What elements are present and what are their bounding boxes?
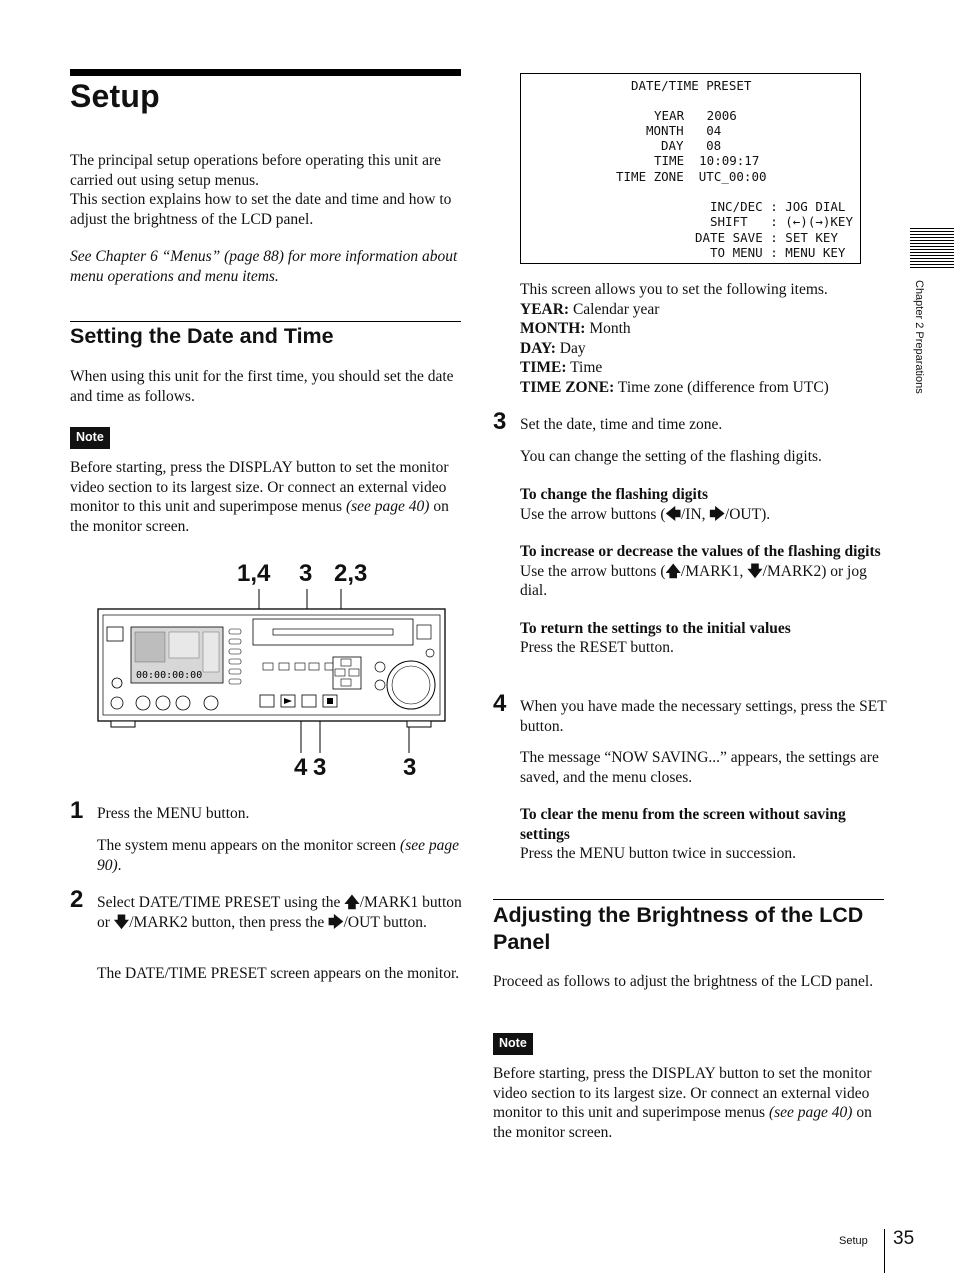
step-2-detail: The DATE/TIME PRESET screen appears on the monitor. bbox=[97, 965, 460, 982]
arrow-up-icon: 🡅 bbox=[344, 893, 360, 911]
channel-knob bbox=[204, 696, 218, 710]
lcd-timecode: 00:00:00:00 bbox=[136, 670, 203, 681]
subheading-clear-menu: To clear the menu from the screen without saving settings bbox=[520, 806, 846, 843]
screen-line: TIME 10:09:17 bbox=[654, 153, 760, 168]
step-text-part: Select DATE/TIME PRESET using the bbox=[97, 894, 345, 911]
note-badge: Note bbox=[70, 427, 110, 449]
step-number: 3 bbox=[493, 408, 507, 435]
eject-button bbox=[417, 625, 431, 639]
next-button bbox=[302, 695, 316, 707]
intro-paragraph: The principal setup operations before operating this unit are carried out using setup menus. bbox=[70, 152, 442, 189]
device-front-panel-illustration bbox=[95, 585, 455, 760]
section-heading-date-time: Setting the Date and Time bbox=[70, 324, 334, 348]
screen-line: DAY 08 bbox=[661, 138, 722, 153]
section-intro: When using this unit for the first time, you should set the date and time as follows. bbox=[70, 368, 454, 405]
subheading-change-digits: To change the flashing digits bbox=[520, 486, 709, 503]
callout-label: 4 bbox=[294, 754, 308, 781]
callout-label: 3 bbox=[313, 754, 327, 781]
power-button bbox=[107, 627, 123, 641]
step-4-detail: The message “NOW SAVING...” appears, the settings are saved, and the menu closes. bbox=[520, 749, 879, 786]
section-intro: Proceed as follows to adjust the brightness of the LCD panel. bbox=[493, 973, 874, 990]
step-3-text: Set the date, time and time zone. bbox=[520, 416, 723, 433]
step-2-text bbox=[97, 893, 462, 932]
item-label: DAY: bbox=[520, 339, 556, 357]
arrow-right-icon: 🡆 bbox=[328, 912, 344, 931]
note-page-ref: (see page 40) bbox=[345, 498, 430, 515]
section-heading-lcd-brightness bbox=[493, 902, 888, 956]
date-time-preset-screen bbox=[520, 73, 861, 264]
step-4-block bbox=[520, 697, 890, 864]
item-entry bbox=[520, 300, 890, 320]
screen-line: INC/DEC : JOG DIAL bbox=[710, 199, 846, 214]
note-text-part: on the monitor screen. bbox=[493, 1104, 872, 1141]
chapter-label-text: Chapter 2 Preparations bbox=[913, 280, 925, 394]
prev-button bbox=[260, 695, 274, 707]
return-initial-text: Press the RESET button. bbox=[520, 639, 674, 656]
step-3-detail: You can change the setting of the flashing digits. bbox=[520, 447, 822, 465]
clear-menu-text: Press the MENU button twice in succession. bbox=[520, 845, 796, 862]
step-text-part: /MARK2 button, then press the bbox=[129, 913, 329, 931]
step-text-part: . bbox=[117, 856, 122, 874]
step-text-part: /MARK1, bbox=[680, 562, 748, 580]
arrow-right-icon: 🡆 bbox=[709, 504, 725, 523]
note-text-part: Before starting, press the DISPLAY button to set the monitor video section to its largest size. Or connect an external video monitor to this unit and superimpose menus bbox=[70, 459, 449, 515]
screen-line: TIME ZONE UTC_00:00 bbox=[616, 169, 767, 184]
section-rule bbox=[493, 899, 884, 900]
arrow-down-icon: 🡇 bbox=[747, 561, 763, 580]
item-desc: Day bbox=[555, 339, 586, 357]
item-label: TIME: bbox=[520, 359, 567, 376]
page-ref: (see page 90) bbox=[97, 837, 459, 874]
item-desc: Calendar year bbox=[569, 300, 660, 318]
note-text-part: on the monitor screen. bbox=[70, 498, 449, 535]
item-desc: Time zone (difference from UTC) bbox=[614, 378, 829, 396]
screen-line: MONTH 04 bbox=[646, 123, 722, 138]
note-text bbox=[493, 1064, 885, 1142]
menu-button bbox=[263, 663, 273, 670]
arrow-left-icon: 🡄 bbox=[665, 504, 681, 523]
items-intro: This screen allows you to set the following items. bbox=[520, 281, 828, 298]
chapter-side-label bbox=[903, 280, 933, 420]
callout-label: 3 bbox=[299, 560, 313, 587]
item-entry bbox=[520, 339, 890, 359]
item-label: YEAR: bbox=[520, 300, 570, 318]
items-block bbox=[520, 280, 890, 397]
step-number: 4 bbox=[493, 690, 507, 717]
page-number: 35 bbox=[893, 1228, 915, 1249]
item-label: TIME ZONE: bbox=[520, 378, 615, 396]
page-title: Setup bbox=[70, 78, 160, 114]
note-text bbox=[70, 458, 462, 536]
step-text-part: Use the arrow buttons ( bbox=[520, 562, 666, 580]
step-number: 1 bbox=[70, 797, 84, 824]
item-desc: Month bbox=[585, 320, 631, 337]
screen-line: YEAR 2006 bbox=[654, 108, 737, 123]
item-label: MONTH: bbox=[520, 320, 586, 337]
step-1-text: Press the MENU button. bbox=[97, 805, 250, 822]
item-entry bbox=[520, 378, 890, 398]
item-desc: Time bbox=[566, 359, 603, 376]
section-rule bbox=[70, 321, 461, 322]
screen-title: DATE/TIME PRESET bbox=[631, 78, 752, 93]
screen-line: DATE SAVE : SET KEY bbox=[695, 230, 838, 245]
step-4-text: When you have made the necessary settings, press the SET button. bbox=[520, 698, 887, 735]
item-entry bbox=[520, 319, 890, 339]
step-text-part: /OUT). bbox=[724, 505, 771, 523]
intro-paragraph: This section explains how to set the date and time and how to adjust the brightness of the LCD panel. bbox=[70, 191, 452, 228]
level-knob bbox=[112, 678, 122, 688]
footer-divider bbox=[884, 1229, 885, 1273]
step-text-part: /IN, bbox=[681, 505, 710, 523]
note-page-ref: (see page 40) bbox=[768, 1104, 853, 1121]
subheading-inc-dec: To increase or decrease the values of the flashing digits bbox=[520, 543, 881, 560]
callout-label: 2,3 bbox=[334, 560, 368, 587]
step-number: 2 bbox=[70, 886, 84, 913]
step-text-part: Use the arrow buttons ( bbox=[520, 505, 666, 523]
device-foot bbox=[407, 721, 431, 727]
step-text-part: /MARK1 button or bbox=[97, 894, 462, 931]
step-3-block bbox=[520, 415, 890, 658]
chapter-tab-marker bbox=[910, 228, 954, 270]
note-text-part: Before starting, press the DISPLAY button to set the monitor video section to its largest size. Or connect an external video monitor to this unit and superimpose menus bbox=[493, 1065, 872, 1121]
device-foot bbox=[111, 721, 135, 727]
step-text-part: /MARK2) or jog dial. bbox=[520, 562, 867, 599]
intro-block bbox=[70, 151, 462, 286]
item-entry bbox=[520, 358, 890, 378]
channel-knob bbox=[136, 696, 150, 710]
channel-knob bbox=[156, 696, 170, 710]
title-rule bbox=[70, 69, 461, 76]
subheading-return-initial: To return the settings to the initial values bbox=[520, 619, 791, 637]
step-1-detail bbox=[97, 836, 462, 875]
menus-reference: See Chapter 6 “Menus” (page 88) for more information about menu operations and menu items. bbox=[70, 248, 458, 285]
heading-line: Adjusting the Brightness of the LCD bbox=[493, 903, 864, 927]
channel-knob bbox=[176, 696, 190, 710]
change-digits-text bbox=[520, 505, 890, 525]
footer-section-label: Setup bbox=[839, 1235, 868, 1247]
arrow-down-icon: 🡇 bbox=[113, 912, 130, 931]
screen-line: SHIFT : (←)(→)KEY bbox=[710, 214, 853, 229]
inc-dec-text bbox=[520, 562, 890, 601]
heading-line: Panel bbox=[493, 930, 551, 954]
callout-label: 1,4 bbox=[237, 560, 271, 587]
callout-label: 3 bbox=[403, 754, 417, 781]
step-text-part: The system menu appears on the monitor screen bbox=[97, 837, 401, 854]
set-button bbox=[309, 663, 319, 670]
arrow-up-icon: 🡅 bbox=[665, 561, 681, 580]
screen-line: TO MENU : MENU KEY bbox=[710, 245, 846, 260]
step-text-part: /OUT button. bbox=[343, 913, 427, 931]
note-badge: Note bbox=[493, 1033, 533, 1055]
